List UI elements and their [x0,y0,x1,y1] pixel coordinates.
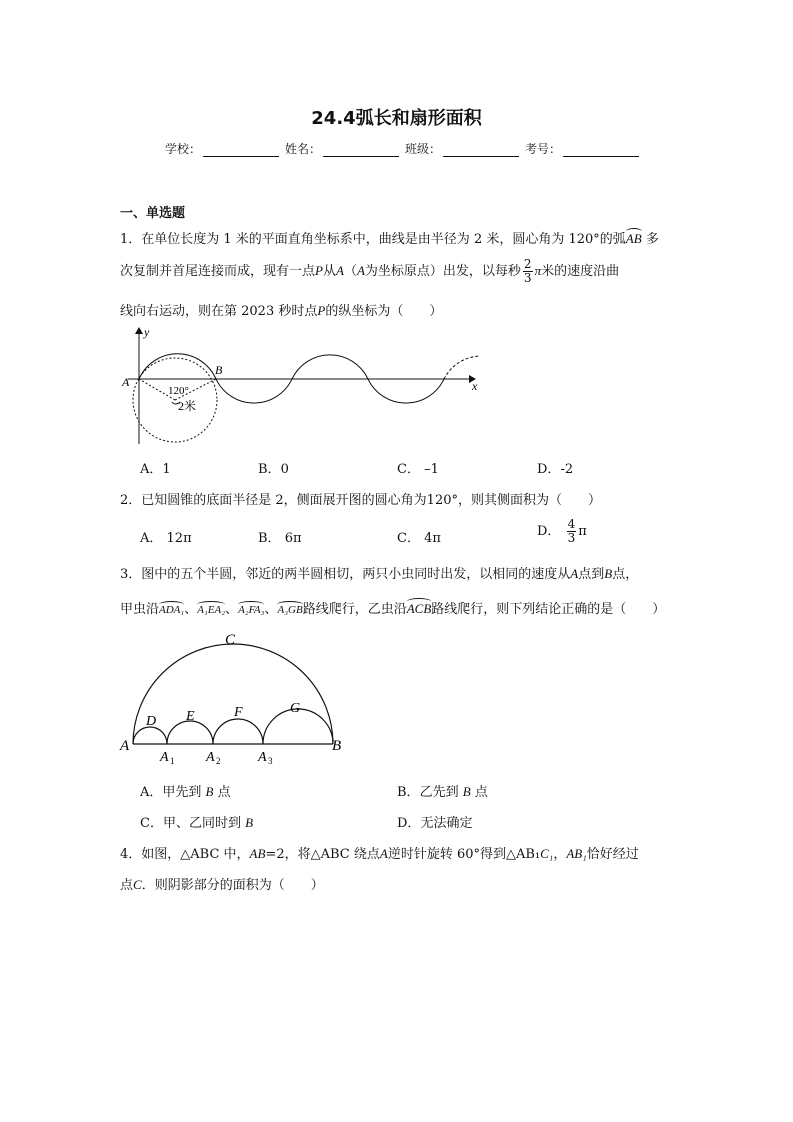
svg-text:3: 3 [268,756,273,766]
point-b-label: B [215,363,223,377]
big-semicircle [133,644,333,744]
q2-option-b[interactable]: B． 6π [258,531,302,546]
q3-line1: 3．图中的五个半圆，邻近的两半圆相切，两只小虫同时出发，以相同的速度从A点到B点， [120,566,639,582]
q1-figure [120,322,490,452]
q3-line2: 甲虫沿ADA₁、A₁EA₂、A₂FA₃、A₃GB路线爬行，乙虫沿ACB路线爬行，则下列结论正确的是（ ） [120,598,665,617]
point-a-label: A [122,375,130,389]
q3-option-a[interactable]: A．甲先到 B 点 [140,784,231,800]
svg-text:A: A [206,750,215,765]
q1-line3: 线向右运动，则在第 2023 秒时点P的纵坐标为（ ） [120,303,443,319]
q3-option-c[interactable]: C．甲、乙同时到 B [140,815,254,831]
q3-option-b[interactable]: B．乙先到 B 点 [397,784,488,800]
svg-text:C: C [225,632,236,648]
q2-option-d[interactable]: D． $\frac{4}{3}$ π [537,517,587,545]
q2-option-a[interactable]: A． 12π [140,531,192,546]
svg-text:2: 2 [216,756,221,766]
q3-option-d[interactable]: D．无法确定 [397,816,473,831]
school-field[interactable]: 学校： [165,140,279,157]
q2-text: 2．已知圆锥的底面半径是 2，侧面展开图的圆心角为120°，则其侧面积为（ ） [120,493,601,508]
q1-line1: 1．在单位长度为 1 米的平面直角坐标系中，曲线是由半径为 2 米，圆心角为 120°的弧AB 多 [120,228,659,247]
q3-figure [118,628,358,768]
x-axis-label: x [472,379,478,393]
q1-option-c[interactable]: C． –1 [397,462,439,477]
svg-text:1: 1 [170,756,175,766]
q2-option-c[interactable]: C． 4π [397,531,441,546]
radius-label: 2米 [178,399,197,413]
svg-text:E: E [186,709,195,724]
svg-text:A: A [160,750,169,765]
section-title: 一、单选题 [120,206,186,221]
q4-line1: 4．如图，△ABC 中，AB=2，将△ABC 绕点A逆时针旋转 60°得到△AB₁C₁，AB₁恰好经过 [120,846,639,862]
q1-option-b[interactable]: B．0 [258,462,289,477]
y-axis-label: y [144,325,150,339]
svg-text:A: A [258,750,267,765]
svg-text:B: B [332,738,342,754]
exam-number-field[interactable]: 考号： [525,140,639,157]
class-field[interactable]: 班级： [405,140,519,157]
name-field[interactable]: 姓名： [285,140,399,157]
svg-text:F: F [234,705,243,720]
q1-option-d[interactable]: D．-2 [537,462,574,477]
q1-option-a[interactable]: A．1 [140,462,171,477]
svg-text:A: A [120,738,130,754]
fraction-two-thirds: $\frac{2}{3}$ [523,257,532,285]
q1-line2: 次复制并首尾连接而成，现有一点P从A（A为坐标原点）出发，以每秒 $\frac{2}{3}$ π米的速度沿曲 [120,257,620,285]
svg-text:G: G [290,701,301,716]
page-title: 24.4弧长和扇形面积 [311,108,482,129]
angle-label: 120° [168,385,189,397]
q4-line2: 点C．则阴影部分的面积为（ ） [120,877,324,893]
svg-text:D: D [146,714,157,729]
curve-continuation [444,356,480,379]
student-info-row [165,140,645,157]
arc-ab: AB [626,228,642,247]
